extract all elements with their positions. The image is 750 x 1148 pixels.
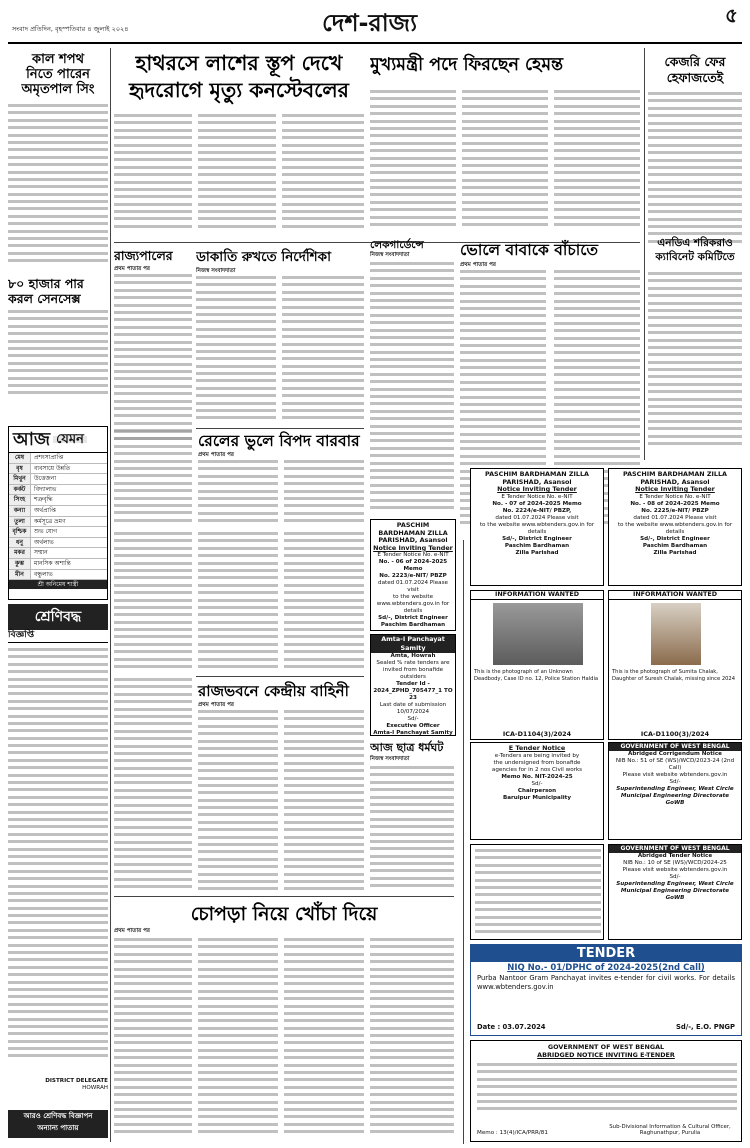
tender-title: TENDER [471,945,741,962]
sensex-headline: ৮০ হাজার পার করল সেনসেক্স [8,276,84,306]
info1-caption: This is the photograph of an Unknown Deadbody, Case ID no. 12, Police Station Haldia [474,669,599,682]
rajbhavan-story [114,678,364,894]
rajbhavan-headline: রাজভবনে কেন্দ্রীয় বাহিনী [198,682,349,700]
story-rule [196,428,364,429]
govt-bottom-body [477,1063,737,1115]
chopra-body-1 [114,938,192,1142]
tender-body: Purba Nantoor Gram Panchayat invites e-tender for civil works. For details www.wbtenders.gov.in [477,974,735,991]
info2-code: ICA-D1100(3)/2024 [640,729,710,738]
classified-box [8,604,108,1140]
horoscope-row: মিথুন উত্তেজনা [9,474,107,485]
horoscope-row: তুলা কর্মসূত্রে ভ্রমণ [9,517,107,528]
railway-body-2 [284,460,364,532]
horoscope-author: শ্রী অনিমেষ শাস্ত্রী [9,580,107,589]
header-date: সংবাদ প্রতিদিন, বৃহস্পতিবার ৪ জুলাই ২০২৪ [12,25,129,33]
kejriwal-story [648,54,742,254]
kejriwal-body [648,92,742,254]
student-strike-body [370,766,454,894]
dacoity-story [196,248,364,426]
col-rule [463,540,464,1144]
hemant-body-2 [462,90,548,238]
governor-byline: প্রথম পাতার পর [114,266,150,272]
govt-bottom-footer: Sub-Divisional Information & Cultural Officer, Raghunathpur, Purulia [609,1123,731,1137]
header-rule [8,42,742,44]
story-rule [114,896,454,897]
chopra-body-2 [198,938,278,1142]
classified-body [8,648,108,1072]
page-number: ৫ [725,6,738,27]
chopra-story [114,900,454,1142]
horoscope-row: মকর সম্মান [9,548,107,559]
ed-story [648,236,742,460]
governor-continued [114,430,192,532]
horoscope-row: কুম্ভ মানসিক অশান্তি [9,559,107,570]
chopra-body-4 [370,938,454,1142]
horoscope-row: কর্কট বিদ্যালাভ [9,485,107,496]
governor-body [114,274,192,448]
tender-ad-small [470,844,604,940]
small-ad-body [475,849,601,937]
story-rule [196,676,364,677]
tender-ad-niq [470,944,742,1036]
chopra-headline: চোপড়া নিয়ে খোঁচা দিয়ে [190,903,378,925]
hathras-body-2 [198,114,276,238]
missing-person-photo [651,603,701,665]
ed-headline: এনডিএ শরিকরাও ক্যাবিনেট কমিটিতে [655,237,735,263]
tender-ad-baruipur: E Tender Notice e-Tenders are being invited by the undersigned from bonafide agencies for in 2 nos Civil works Memo No. NIT-2024-25 Sd/- Chairperson Baruipur Municipality [470,742,604,840]
tender-dated: Date : 03.07.2024 [477,1022,546,1031]
rajbhavan-body-1 [198,710,278,894]
classified-header: শ্রেণিবদ্ধ [8,604,108,630]
horoscope-box [8,426,108,600]
horoscope-row: মেষ প্রশংসাপ্রাপ্তি [9,453,107,464]
page-header [8,6,742,42]
hathras-body-3 [282,114,364,238]
student-strike-byline: নিজস্ব সংবাদদাতা [370,756,410,762]
dacoity-headline: ডাকাতি রুখতে নির্দেশিকা [196,249,332,265]
info2-caption: This is the photograph of Sumita Chalak, Daughter of Suresh Chalak, missing since 2024 [612,669,736,682]
tender-ad-amta-panchayat: Amta-I Panchayat Samity Amta, Howrah Sealed % rate tenders are invited from bonafide outsiders Tender Id - 2024_ZPHD_705477_1 TO 23 Last date of submission 10/07/2024 Sd/- Executive Officer Amta-I Panchayat Samity [370,634,456,736]
tender-notice: NIQ No.- 01/DPHC of 2024-2025(2nd Call) [507,963,705,973]
railway-body-5 [284,532,364,674]
horoscope-title: আজ যেমন [9,427,107,453]
hemant-headline: মুখ্যমন্ত্রী পদে ফিরছেন হেমন্ত [370,55,564,75]
classified-footer: আরও শ্রেণিবদ্ধ বিজ্ঞাপন অন্যান্য পাতায় [8,1110,108,1138]
amritpal-body [8,104,108,274]
rajbhavan-byline: প্রথম পাতার পর [198,702,234,708]
railway-continued [114,678,192,894]
horoscope-list [9,453,107,580]
student-strike-story [370,740,454,894]
info1-code: ICA-D1104(3)/2024 [502,729,572,738]
chopra-body-3 [284,938,364,1142]
horoscope-row: মীন বন্ধুলাভ [9,570,107,581]
hemant-story [370,50,640,238]
information-wanted-ad-2: INFORMATION WANTED This is the photograph of Sumita Chalak, Daughter of Suresh Chalak, missing since 2024 ICA-D1100(3)/2024 [608,590,742,740]
classified-subtitle: বিজ্ঞপ্তি [8,630,108,643]
unknown-person-photo [493,603,583,665]
bhole-byline: প্রথম পাতার পর [460,262,496,268]
government-west-bengal-ad-1: GOVERNMENT OF WEST BENGAL Abridged Corrigendum Notice NIB No.: 51 of SE (WS)/WCD/2023-24 (2nd Call) Please visit website wbtenders.gov.in Sd/- Superintending Engineer, West Circle Municipal Engineering Directorate GoWB [608,742,742,840]
bhole-headline: ভোলে বাবাকে বাঁচাতে [460,241,599,259]
railway-body-1 [198,460,278,532]
hemant-body-3 [554,90,640,238]
sensex-story [8,276,108,426]
section-title: দেশ-রাজ্য [322,9,418,37]
classified-delegate: DISTRICT DELEGATE HOWRAH [45,1078,108,1091]
tender-sign: Sd/-, E.O. PNGP [675,1022,735,1031]
government-west-bengal-ad-2: GOVERNMENT OF WEST BENGAL Abridged Tender Notice NIB No.: 10 of SE (WS)/WCD/2024-25 Please visit website wbtenders.gov.in Sd/- Superintending Engineer, West Circle Municipal Engineering Directorate GoWB [608,844,742,940]
kejriwal-headline: কেজরি ফের হেফাজতেই [664,54,726,85]
horoscope-row: ধনু অর্থলাভ [9,538,107,549]
student-strike-headline: আজ ছাত্র ধর্মঘট [370,741,444,754]
railway-byline: প্রথম পাতার পর [198,452,234,458]
sensex-body [8,310,108,406]
amritpal-story [8,52,108,274]
lekgarde-body [370,262,454,522]
hathras-body-1 [114,114,192,238]
tender-ad-paschim-bardhaman-1: PASCHIM BARDHAMAN ZILLA PARISHAD, Asansol Notice Inviting Tender E Tender Notice No. e-NIT No. - 06 of 2024-2025 Memo No. 2223/e-NIT/ PBZP dated 01.07.2024 Please visit to the website www.wbtenders.gov.in for details Sd/-, District Engineer Paschim Bardhaman [370,519,456,631]
lekgarde-headline: লেকগার্ডেন্সে [370,239,424,251]
horoscope-row: বৃষ ব্যবসায়ে উন্নতি [9,464,107,475]
tender-ad-paschim-bardhaman-2: PASCHIM BARDHAMAN ZILLA PARISHAD, Asansol Notice Inviting Tender E Tender Notice No. e-NIT No. - 07 of 2024-2025 Memo No. 2224/e-NIT/ PBZP, dated 01.07.2024 Please visit to the website www.wbtenders.gov.in for details Sd/-, District Engineer Paschim Bardhaman Zilla Parishad [470,468,604,586]
railway-body-4 [198,532,278,674]
horoscope-row: সিংহ শত্রুবৃদ্ধি [9,495,107,506]
horoscope-row: কন্যা অর্থপ্রাপ্তি [9,506,107,517]
ed-body [648,272,742,460]
lekgarde-byline: নিজস্ব সংবাদদাতা [370,252,410,258]
hathras-story [114,50,364,238]
horoscope-row: বৃশ্চিক শুভ যোগ [9,527,107,538]
information-wanted-ad-1: INFORMATION WANTED This is the photograph of an Unknown Deadbody, Case ID no. 12, Police Station Haldia ICA-D1104(3)/2024 [470,590,604,740]
amritpal-headline: কাল শপথ নিতে পারেন অমৃতপাল সিং [21,52,95,97]
dacoity-body-2 [282,276,364,426]
hemant-body-1 [370,90,456,238]
dacoity-byline: নিজস্ব সংবাদদাতা [196,268,236,274]
railway-story [114,430,364,532]
dacoity-body-1 [196,276,276,426]
railway-headline: রেলের ভুলে বিপদ বারবার [198,432,360,450]
railway-body-3 [114,532,192,674]
governor-story [114,248,192,448]
government-abridged-notice: GOVERNMENT OF WEST BENGAL ABRIDGED NOTICE INVITING E-TENDER Memo : 13(4)/ICA/PRR/81 Sub-Divisional Information & Cultural Officer, Raghunathpur, Purulia [470,1040,742,1142]
col-rule [644,48,645,460]
tender-ad-paschim-bardhaman-3: PASCHIM BARDHAMAN ZILLA PARISHAD, Asansol Notice Inviting Tender E Tender Notice No. e-NIT No. - 08 of 2024-2025 Memo No. 2225/e-NIT/ PBZP dated 01.07.2024 Please visit to the website www.wbtenders.gov.in for details Sd/-, District Engineer Paschim Bardhaman Zilla Parishad [608,468,742,586]
governor-headline: রাজ্যপালের [114,248,173,263]
chopra-byline: প্রথম পাতার পর [114,928,150,934]
hathras-headline: হাথরসে লাশের স্তূপ দেখে হৃদরোগে মৃত্যু কনস্টেবলের [129,51,349,102]
col-rule [110,48,111,1142]
railway-story-lower [114,532,364,674]
govt-bottom-memo: Memo : 13(4)/ICA/PRR/81 [477,1129,548,1136]
rajbhavan-body-2 [284,710,364,894]
